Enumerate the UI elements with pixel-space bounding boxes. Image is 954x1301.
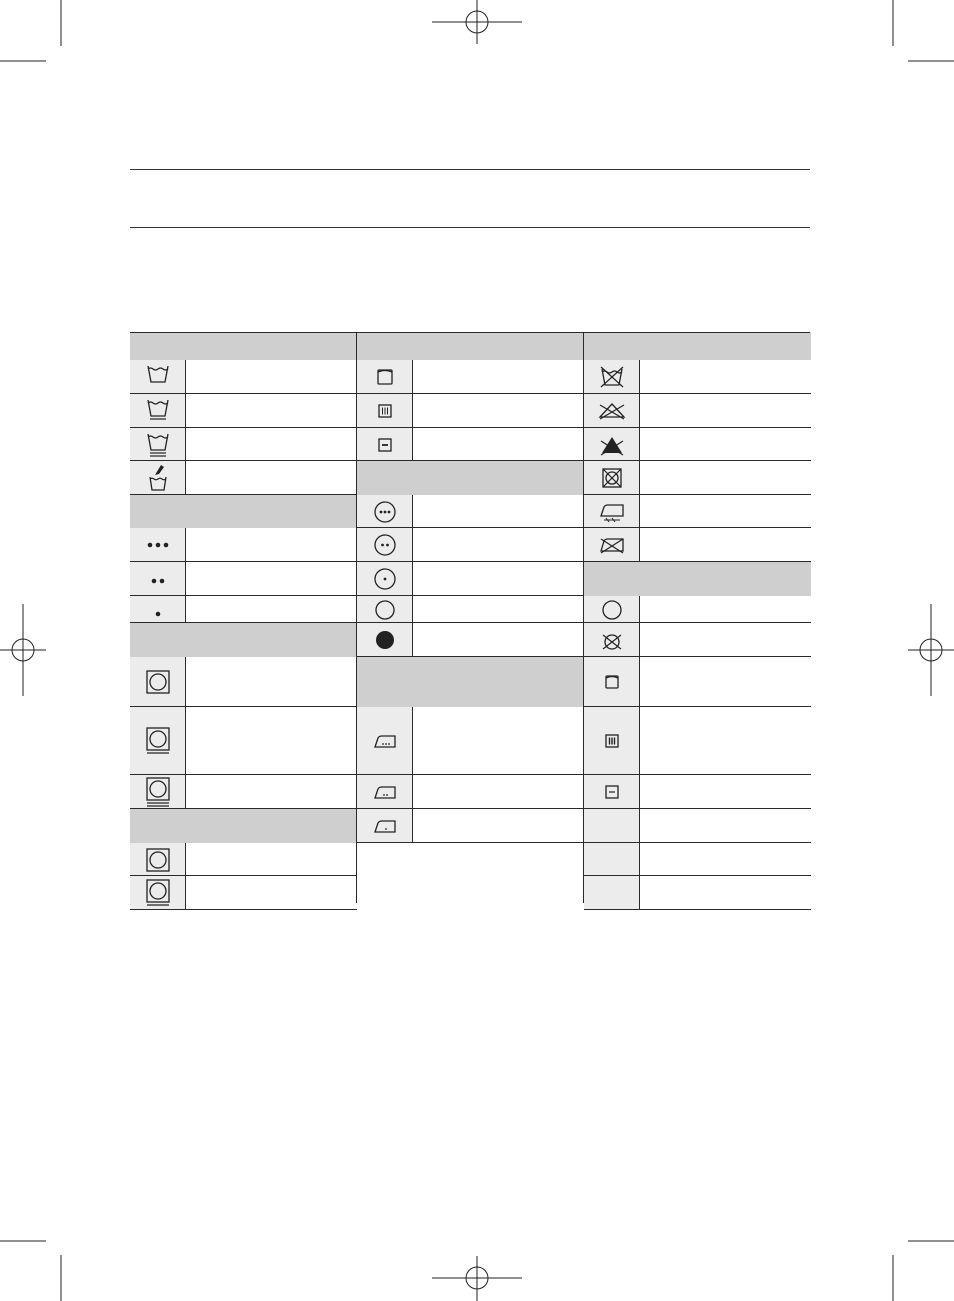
symbol-cell [357,428,412,461]
cell-divider [412,562,413,596]
symbol-description [412,528,583,562]
iron-high-icon [369,725,401,757]
washtub-60-icon [142,395,174,427]
tumble-dry-gentle-icon [142,725,174,757]
symbol-cell [357,394,412,428]
dry-clean-low-icon [369,563,401,595]
symbol-description [639,657,810,707]
cell-divider [639,707,640,775]
symbol-cell [584,528,639,562]
no-iron-icon [596,529,628,561]
symbol-cell [584,775,639,809]
symbol-cell [584,461,639,495]
iron-low-icon [369,810,401,842]
cell-divider [185,707,186,775]
no-dry-clean-icon [596,624,628,656]
tumble-dry-very-gentle-icon [142,776,174,808]
cell-divider [639,843,640,876]
cell-divider [412,495,413,528]
symbol-description [412,596,583,623]
symbol-description [185,528,356,562]
symbol-description [185,360,356,394]
symbol-description [412,360,583,394]
symbol-description [639,596,810,623]
cell-divider [185,843,186,876]
section-header-col1 [130,623,357,657]
symbol-cell [584,809,639,843]
cell-divider [639,876,640,910]
one-dot-icon [142,594,174,626]
cell-divider [185,775,186,809]
cell-divider [412,528,413,562]
cell-divider [412,394,413,428]
symbol-description [185,876,356,910]
symbol-cell [584,876,639,910]
blank-icon [596,844,628,876]
section-header-col2 [357,461,584,495]
symbol-description [639,428,810,461]
dry-flat-2-icon [596,776,628,808]
symbol-description [185,461,356,495]
line-dry-icon [369,361,401,393]
symbol-cell [584,707,639,775]
section-header-col2 [357,657,584,707]
two-dots-icon [142,563,174,595]
cell-divider [185,428,186,461]
symbol-description [639,495,810,528]
symbol-description [639,775,810,809]
cell-divider [639,428,640,461]
cell-divider [639,623,640,657]
table-top-border [130,332,810,333]
symbol-cell [357,596,412,623]
cell-divider [639,360,640,394]
symbol-cell [357,562,412,596]
symbol-cell [357,809,412,843]
symbol-cell [584,623,639,657]
symbol-cell [130,360,185,394]
cell-divider [185,528,186,562]
symbol-description [412,428,583,461]
symbol-description [412,394,583,428]
symbol-cell [130,428,185,461]
symbol-description [639,623,810,657]
symbol-cell [357,775,412,809]
tumble-dry-normal-icon [142,666,174,698]
symbol-cell [130,707,185,775]
symbol-cell [130,876,185,910]
symbol-description [639,461,810,495]
hand-wash-icon [142,462,174,494]
symbol-description [639,528,810,562]
no-chlorine-bleach-icon [596,429,628,461]
three-dots-icon [142,529,174,561]
cell-divider [639,596,640,623]
symbol-cell [130,596,185,623]
tumble-dry-low-gentle-icon [142,877,174,909]
cell-divider [412,360,413,394]
symbol-description [412,775,583,809]
symbol-description [639,809,810,843]
symbol-description [185,596,356,623]
line-dry-2-icon [596,666,628,698]
column-divider [583,332,584,903]
dry-flat-icon [369,429,401,461]
section-header-col1 [130,332,357,360]
symbol-cell [584,843,639,876]
symbol-cell [357,623,412,657]
symbol-cell [130,843,185,876]
symbol-description [185,428,356,461]
cell-divider [185,562,186,596]
iron-medium-icon [369,776,401,808]
symbol-description [185,657,356,707]
symbol-cell [584,495,639,528]
row-divider [357,842,584,843]
cell-divider [412,707,413,775]
symbol-description [639,707,810,775]
symbol-description [185,562,356,596]
blank-icon [596,810,628,842]
cell-divider [185,394,186,428]
section-header-col1 [130,809,357,843]
symbol-cell [584,360,639,394]
cell-divider [639,394,640,428]
blank-icon [596,877,628,909]
column-divider [356,332,357,903]
washtub-40-icon [142,429,174,461]
drip-dry-2-icon [596,725,628,757]
section-header-col3 [584,332,811,360]
cell-divider [639,528,640,562]
row-divider [584,909,811,910]
symbol-description [185,394,356,428]
dry-clean-any-icon [596,594,628,626]
cell-divider [639,461,640,495]
washtub-95-icon [142,361,174,393]
cell-divider [639,657,640,707]
cell-divider [639,495,640,528]
cell-divider [412,623,413,657]
no-tumble-dry-icon [596,462,628,494]
no-heat-circle-icon [369,624,401,656]
cell-divider [185,461,186,495]
cell-divider [412,428,413,461]
symbol-description [412,562,583,596]
symbol-description [185,707,356,775]
symbol-cell [130,394,185,428]
symbol-description [412,809,583,843]
cell-divider [185,360,186,394]
row-divider [130,909,357,910]
section-header-col3 [584,562,811,596]
symbol-cell [584,596,639,623]
dry-clean-circle-icon [369,594,401,626]
cell-divider [185,596,186,623]
section-header-col1 [130,495,357,528]
symbol-description [639,843,810,876]
symbol-cell [130,528,185,562]
dry-clean-hot-icon [369,496,401,528]
symbol-cell [130,657,185,707]
no-wash-icon [596,361,628,393]
cell-divider [185,876,186,910]
symbol-cell [357,360,412,394]
symbol-cell [130,562,185,596]
drip-dry-icon [369,395,401,427]
cell-divider [412,809,413,843]
cell-divider [639,809,640,843]
symbol-cell [584,657,639,707]
cell-divider [412,775,413,809]
symbol-cell [130,461,185,495]
symbol-description [412,623,583,657]
no-bleach-crossed-icon [596,395,628,427]
cell-divider [185,657,186,707]
tumble-dry-low-icon [142,844,174,876]
symbol-cell [130,775,185,809]
symbol-description [185,775,356,809]
cell-divider [412,596,413,623]
section-header-col2 [357,332,584,360]
symbol-cell [584,428,639,461]
dry-clean-medium-icon [369,529,401,561]
symbol-cell [357,707,412,775]
symbol-description [639,876,810,910]
cell-divider [639,775,640,809]
symbol-description [412,707,583,775]
symbol-description [639,394,810,428]
symbol-cell [357,495,412,528]
no-steam-iron-icon [596,496,628,528]
symbol-cell [357,528,412,562]
symbol-description [639,360,810,394]
symbol-cell [584,394,639,428]
symbol-description [412,495,583,528]
symbol-description [185,843,356,876]
